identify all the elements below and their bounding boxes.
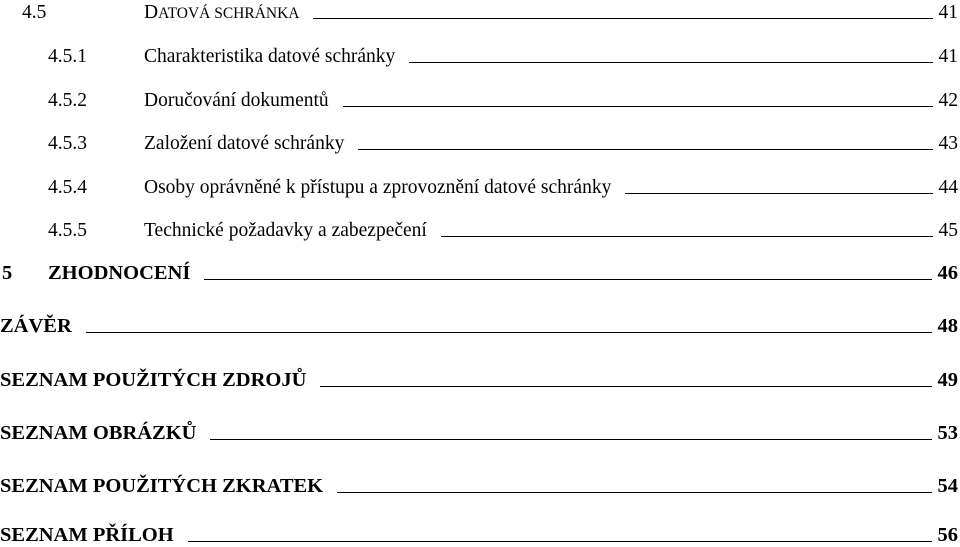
toc-leader-line <box>409 62 932 63</box>
toc-leader-line <box>320 386 931 387</box>
toc-entry-chapter[interactable] <box>0 517 958 547</box>
toc-leader-line <box>625 193 932 194</box>
toc-entry-page: 41 <box>938 2 958 23</box>
toc-entry-title: SEZNAM PŘÍLOH <box>0 524 174 546</box>
toc-entry-title: SEZNAM POUŽITÝCH ZKRATEK <box>0 475 324 497</box>
toc-leader-line <box>337 492 931 493</box>
toc-entry-subsection[interactable] <box>0 169 958 199</box>
toc-entry-subsection[interactable] <box>0 38 958 68</box>
toc-entry-subsection[interactable] <box>0 125 958 155</box>
toc-entry-title <box>144 2 299 24</box>
toc-leader-line <box>441 236 933 237</box>
toc-entry-subsection[interactable] <box>0 212 958 242</box>
toc-entry-page: 43 <box>938 133 958 154</box>
toc-entry-number: 4.5.5 <box>48 220 87 241</box>
toc-leader-line <box>204 279 931 280</box>
toc-entry-page: 56 <box>937 524 958 546</box>
toc-entry-title: ZHODNOCENÍ <box>48 262 191 284</box>
toc-entry-number: 5 <box>2 262 13 284</box>
toc-entry-chapter[interactable] <box>0 415 958 445</box>
toc-entry-number: 4.5.1 <box>48 46 87 67</box>
toc-entry-chapter[interactable] <box>0 255 958 285</box>
toc-entry-page: 45 <box>938 220 958 241</box>
toc-entry-title: ZÁVĚR <box>0 315 72 337</box>
toc-entry-page: 54 <box>937 475 958 497</box>
toc-entry-page: 53 <box>937 422 958 444</box>
toc-title-initial: D <box>144 2 159 23</box>
toc-entry-number: 4.5.2 <box>48 90 87 111</box>
toc-entry-title: Technické požadavky a zabezpečení <box>144 220 427 241</box>
toc-entry-number: 4.5.4 <box>48 177 87 198</box>
toc-entry-page: 49 <box>937 369 958 391</box>
toc-leader-line <box>313 18 932 19</box>
toc-entry-number: 4.5 <box>22 2 47 23</box>
toc-entry-page: 44 <box>938 177 958 198</box>
toc-leader-line <box>188 541 932 542</box>
toc-entry-title: SEZNAM OBRÁZKŮ <box>0 422 197 444</box>
toc-entry-number: 4.5.3 <box>48 133 87 154</box>
toc-entry-chapter[interactable] <box>0 308 958 338</box>
toc-leader-line <box>343 106 933 107</box>
toc-entry-title: Osoby oprávněné k přístupu a zprovoznění datové schránky <box>144 177 612 198</box>
toc-entry-page: 42 <box>938 90 958 111</box>
toc-entry-page: 48 <box>937 315 958 337</box>
toc-entry-title: SEZNAM POUŽITÝCH ZDROJŮ <box>0 369 307 391</box>
toc-entry-title: Založení datové schránky <box>144 133 345 154</box>
toc-leader-line <box>358 149 932 150</box>
toc-entry-chapter[interactable] <box>0 468 958 498</box>
toc-leader-line <box>210 439 931 440</box>
toc-entry-chapter[interactable] <box>0 362 958 392</box>
toc-entry-section[interactable] <box>0 0 958 24</box>
toc-entry-title: Charakteristika datové schránky <box>144 46 396 67</box>
toc-entry-title: Doručování dokumentů <box>144 90 329 111</box>
toc-leader-line <box>86 332 932 333</box>
toc-entry-page: 41 <box>938 46 958 67</box>
toc-entry-subsection[interactable] <box>0 82 958 112</box>
toc-entry-page: 46 <box>937 262 958 284</box>
toc-title-rest: ATOVÁ SCHRÁNKA <box>158 5 300 22</box>
